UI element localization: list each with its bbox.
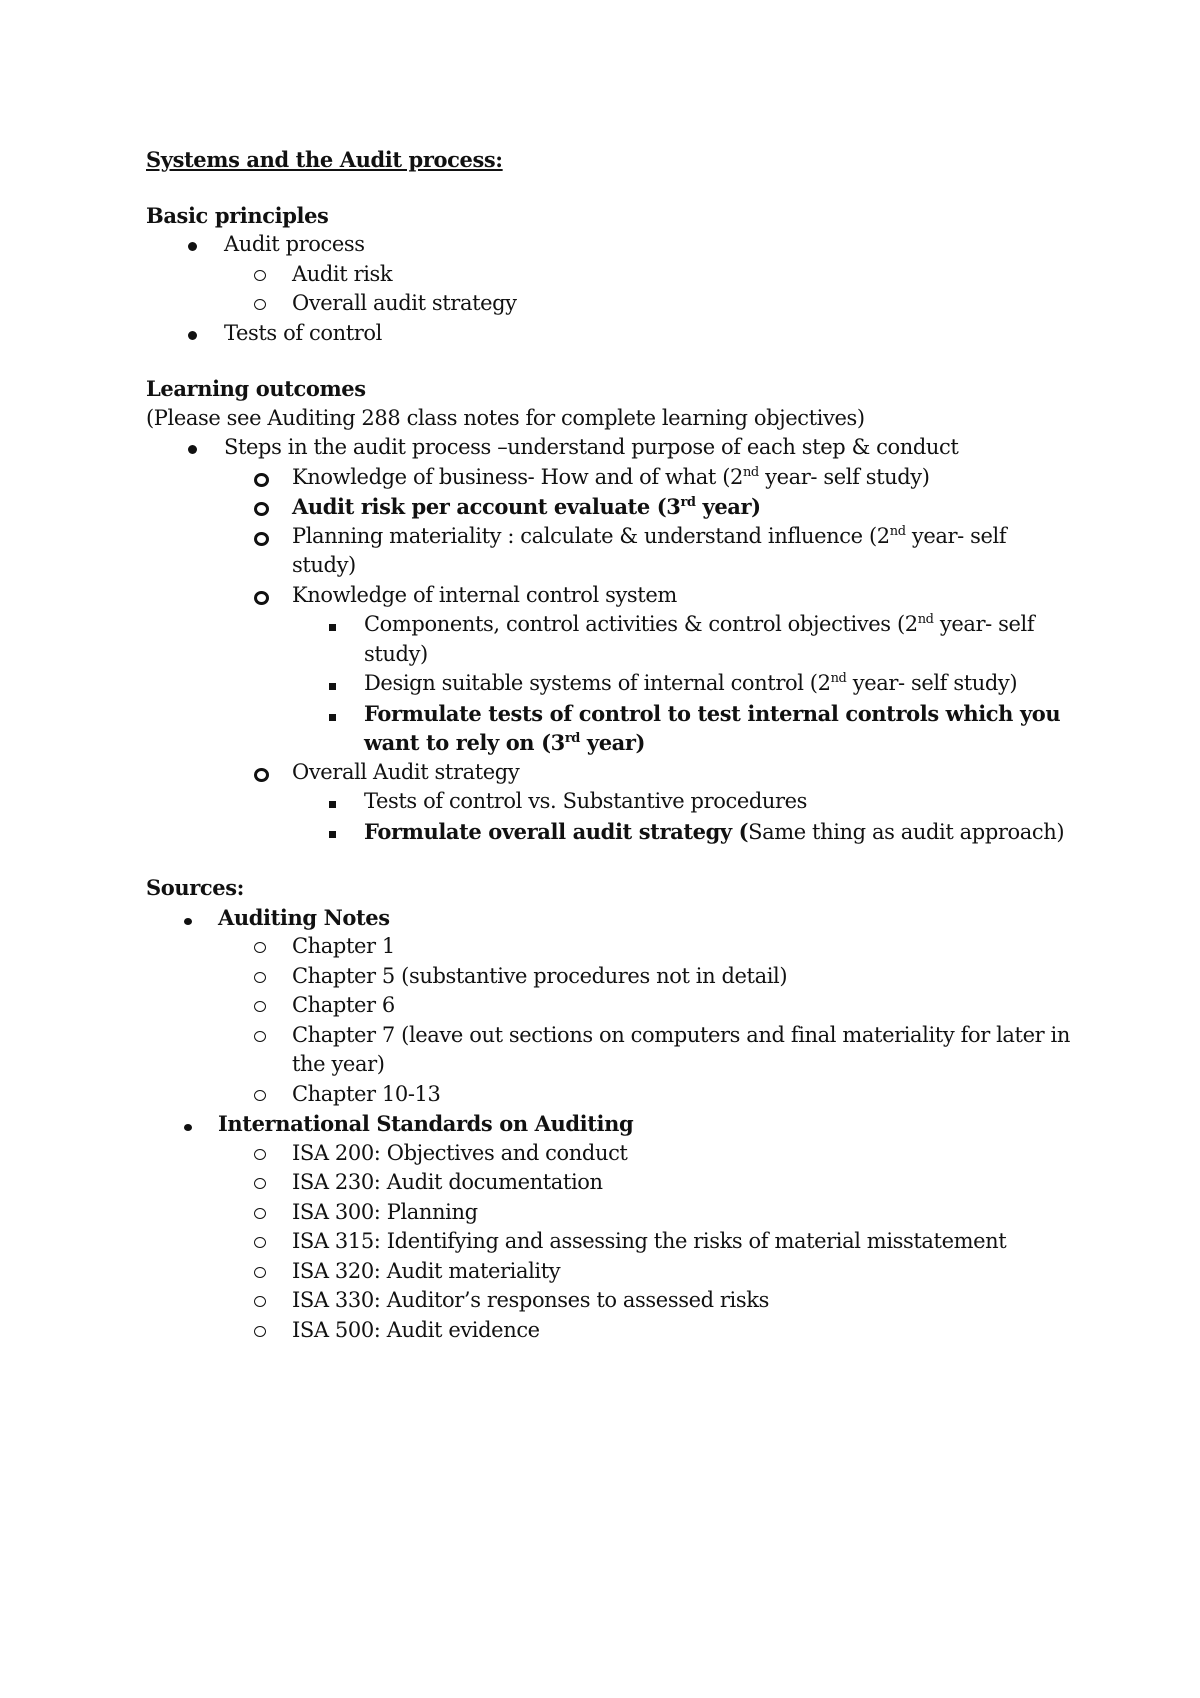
bullet-icon: [188, 319, 197, 349]
circle-bullet-icon: [254, 1139, 266, 1169]
list-item: Knowledge of business- How and of what (2nd year- self study): [146, 463, 1076, 493]
list-item: Chapter 10-13: [146, 1080, 1076, 1110]
circle-bullet-icon: [254, 1168, 266, 1198]
list-item: Chapter 5 (substantive procedures not in detail): [146, 962, 1076, 992]
square-bullet-icon: [329, 817, 336, 847]
list-item: International Standards on Auditing: [146, 1109, 1076, 1139]
list-item: ISA 320: Audit materiality: [146, 1257, 1076, 1287]
sources-heading: Sources:: [146, 875, 245, 900]
list-item: Chapter 6: [146, 991, 1076, 1021]
learning-outcomes-list: [146, 433, 1076, 847]
list-item: Overall Audit strategy: [146, 758, 1076, 788]
list-item: ISA 230: Audit documentation: [146, 1168, 1076, 1198]
list-item: Tests of control: [146, 319, 1076, 349]
list-item: ISA 315: Identifying and assessing the risks of material misstatement: [146, 1227, 1076, 1257]
list-item: Planning materiality : calculate & understand influence (2nd year- self study): [146, 522, 1076, 581]
list-item: Knowledge of internal control system: [146, 581, 1076, 611]
list-item: ISA 330: Auditor’s responses to assessed risks: [146, 1286, 1076, 1316]
circle-bullet-icon: [254, 492, 269, 524]
list-item: Audit risk per account evaluate (3rd year): [146, 492, 1076, 522]
circle-bullet-icon: [254, 932, 266, 962]
circle-bullet-icon: [254, 1021, 266, 1051]
circle-bullet-icon: [254, 289, 266, 319]
circle-bullet-icon: [254, 1080, 266, 1110]
list-item: Audit process: [146, 230, 1076, 260]
page-title: Systems and the Audit process:: [146, 147, 503, 172]
basic-principles-list: [146, 230, 1076, 348]
list-item: Steps in the audit process –understand purpose of each step & conduct: [146, 433, 1076, 463]
list-item: Chapter 1: [146, 932, 1076, 962]
circle-bullet-icon: [254, 463, 269, 496]
list-item: Tests of control vs. Substantive procedures: [146, 787, 1076, 817]
square-bullet-icon: [329, 699, 336, 729]
circle-bullet-icon: [254, 1316, 266, 1346]
bullet-icon: [184, 903, 192, 933]
circle-bullet-icon: [254, 758, 269, 791]
document-page: [146, 145, 1076, 1345]
list-item: ISA 300: Planning: [146, 1198, 1076, 1228]
square-bullet-icon: [329, 787, 336, 817]
list-item: Formulate overall audit strategy (Same thing as audit approach): [146, 817, 1076, 848]
bullet-icon: [184, 1109, 192, 1139]
list-item: Formulate tests of control to test internal controls which you want to rely on (3rd year): [146, 699, 1076, 758]
list-item: ISA 500: Audit evidence: [146, 1316, 1076, 1346]
circle-bullet-icon: [254, 581, 269, 614]
circle-bullet-icon: [254, 260, 266, 290]
sources-list: [146, 903, 1076, 1346]
circle-bullet-icon: [254, 522, 269, 555]
square-bullet-icon: [329, 669, 336, 699]
list-item: Auditing Notes: [146, 903, 1076, 933]
circle-bullet-icon: [254, 1286, 266, 1316]
square-bullet-icon: [329, 610, 336, 640]
circle-bullet-icon: [254, 962, 266, 992]
circle-bullet-icon: [254, 991, 266, 1021]
list-item: Audit risk: [146, 260, 1076, 290]
bullet-icon: [188, 433, 197, 463]
basic-principles-heading: Basic principles: [146, 202, 329, 228]
learning-outcomes-note: (Please see Auditing 288 class notes for complete learning objectives): [146, 405, 865, 430]
circle-bullet-icon: [254, 1257, 266, 1287]
learning-outcomes-heading: Learning outcomes: [146, 376, 366, 401]
list-item: Chapter 7 (leave out sections on computers and final materiality for later in the year): [146, 1021, 1076, 1080]
circle-bullet-icon: [254, 1227, 266, 1257]
list-item: ISA 200: Objectives and conduct: [146, 1139, 1076, 1169]
bullet-icon: [188, 230, 197, 260]
list-item: Overall audit strategy: [146, 289, 1076, 319]
list-item: Design suitable systems of internal control (2nd year- self study): [146, 669, 1076, 699]
circle-bullet-icon: [254, 1198, 266, 1228]
list-item: Components, control activities & control objectives (2nd year- self study): [146, 610, 1076, 669]
